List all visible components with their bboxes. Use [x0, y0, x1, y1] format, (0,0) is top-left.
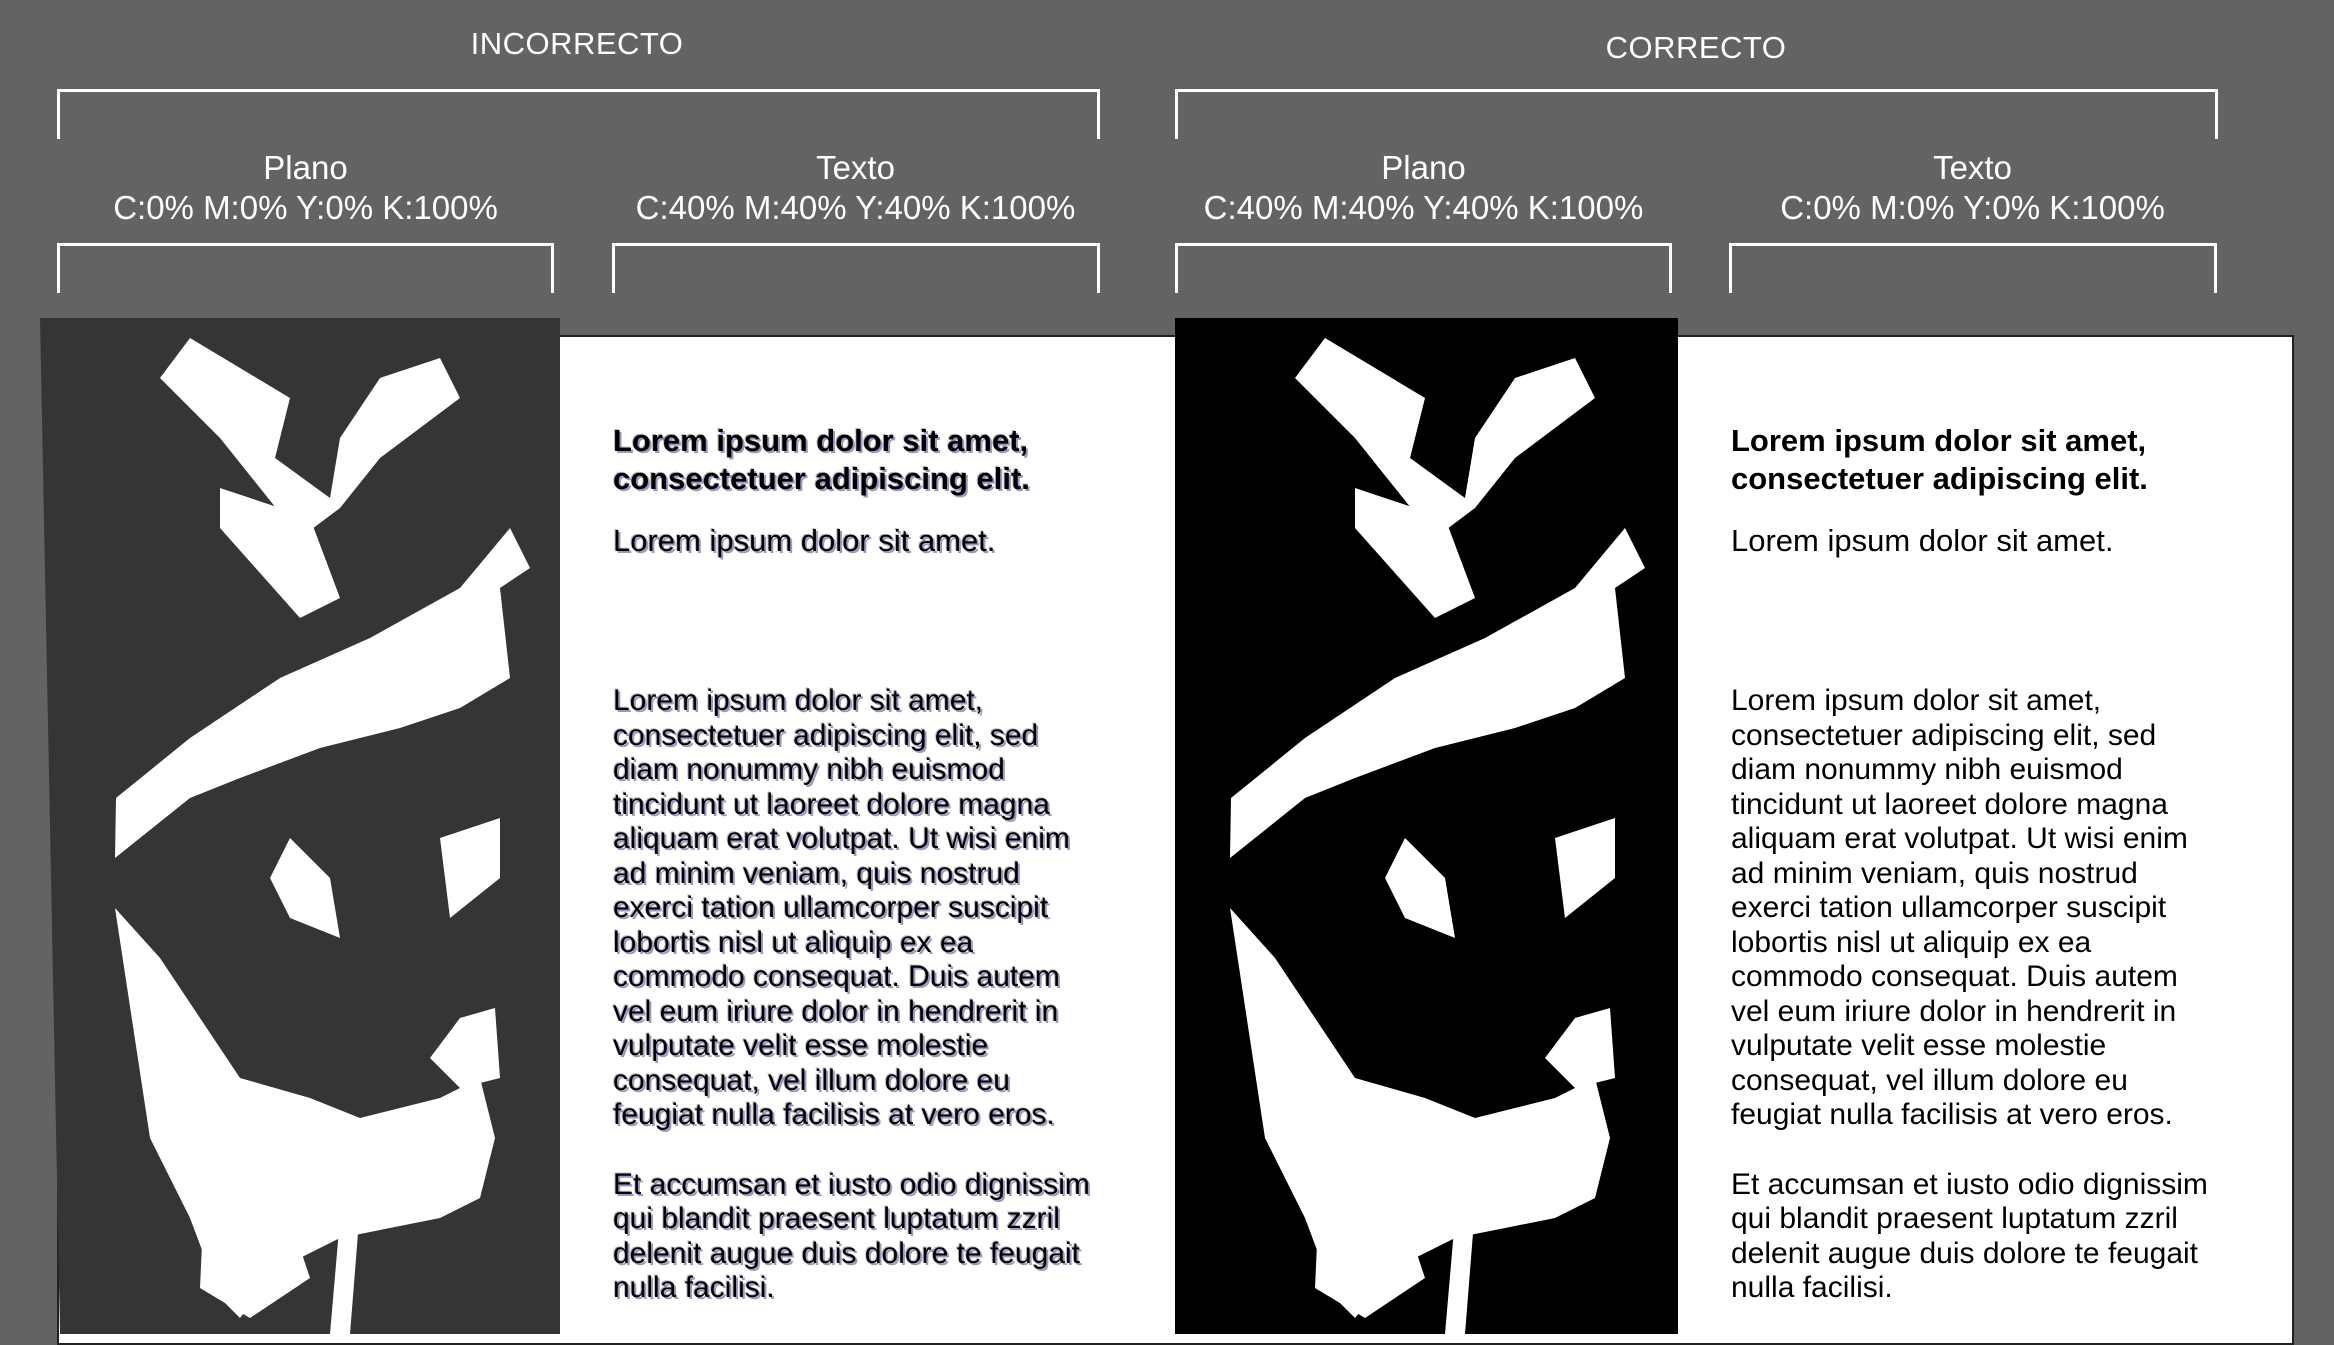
plano-cmyk: C:40% M:40% Y:40% K:100% — [1203, 189, 1644, 226]
correct-text-column — [1731, 422, 2221, 1306]
correct-texto-label — [1729, 148, 2216, 228]
correct-texto-bracket — [1729, 243, 2217, 293]
incorrect-text-column — [613, 422, 1103, 1306]
body-paragraph-2: Et accumsan et iusto odio dignissim qui blandit praesent luptatum zzril delenit augue duis dolore te feugait nulla facilisi. — [1731, 1167, 2208, 1304]
body-paragraph-2: Et accumsan et iusto odio dignissim qui blandit praesent luptatum zzril delenit augue duis dolore te feugait nulla facilisi. — [613, 1167, 1090, 1304]
texto-cmyk: C:0% M:0% Y:0% K:100% — [1780, 189, 2165, 226]
subline: Lorem ipsum dolor sit amet. — [1731, 523, 2114, 558]
incorrect-texto-bracket — [612, 243, 1100, 293]
body-paragraph-1: Lorem ipsum dolor sit amet, consectetuer adipiscing elit, sed diam nonummy nibh euismod tincidunt ut laoreet dolore magna aliquam erat volutpat. Ut wisi enim ad minim veniam, quis nostrud exerci tation ullamcorper suscipit lobortis nisl ut aliquip ex ea commodo consequat. Duis autem vel eum iriure dolor in hendrerit in vulputate velit esse molestie consequat, vel illum dolore eu feugiat nulla facilisis at vero eros. — [613, 684, 1070, 1131]
texto-label: Texto — [816, 149, 895, 186]
headline: Lorem ipsum dolor sit amet, consectetuer adipiscing elit. — [1731, 423, 2148, 496]
correct-bracket — [1175, 89, 2218, 139]
correct-plano-label — [1175, 148, 1672, 228]
correct-plano-bracket — [1175, 243, 1672, 293]
brush-graphic — [40, 318, 562, 1334]
plano-label: Plano — [263, 149, 348, 186]
body-paragraph-1: Lorem ipsum dolor sit amet, consectetuer adipiscing elit, sed diam nonummy nibh euismod tincidunt ut laoreet dolore magna aliquam erat volutpat. Ut wisi enim ad minim veniam, quis nostrud exerci tation ullamcorper suscipit lobortis nisl ut aliquip ex ea commodo consequat. Duis autem vel eum iriure dolor in hendrerit in vulputate velit esse molestie consequat, vel illum dolore eu feugiat nulla facilisis at vero eros. — [1731, 684, 2188, 1131]
incorrect-plano-label — [57, 148, 554, 228]
incorrect-texto-label — [612, 148, 1099, 228]
subline: Lorem ipsum dolor sit amet. — [613, 523, 996, 558]
texto-cmyk: C:40% M:40% Y:40% K:100% — [635, 189, 1076, 226]
plano-label: Plano — [1381, 149, 1466, 186]
incorrect-plano-bracket — [57, 243, 554, 293]
plano-cmyk: C:0% M:0% Y:0% K:100% — [113, 189, 498, 226]
incorrect-bracket — [57, 89, 1100, 139]
correct-title: CORRECTO — [1605, 30, 1787, 65]
correct-flat-panel — [1175, 318, 1678, 1334]
texto-label: Texto — [1933, 149, 2012, 186]
headline: Lorem ipsum dolor sit amet, consectetuer adipiscing elit. — [613, 423, 1030, 496]
incorrect-flat-panel — [40, 318, 562, 1334]
brush-graphic — [1175, 318, 1678, 1334]
incorrect-title: INCORRECTO — [470, 26, 684, 61]
